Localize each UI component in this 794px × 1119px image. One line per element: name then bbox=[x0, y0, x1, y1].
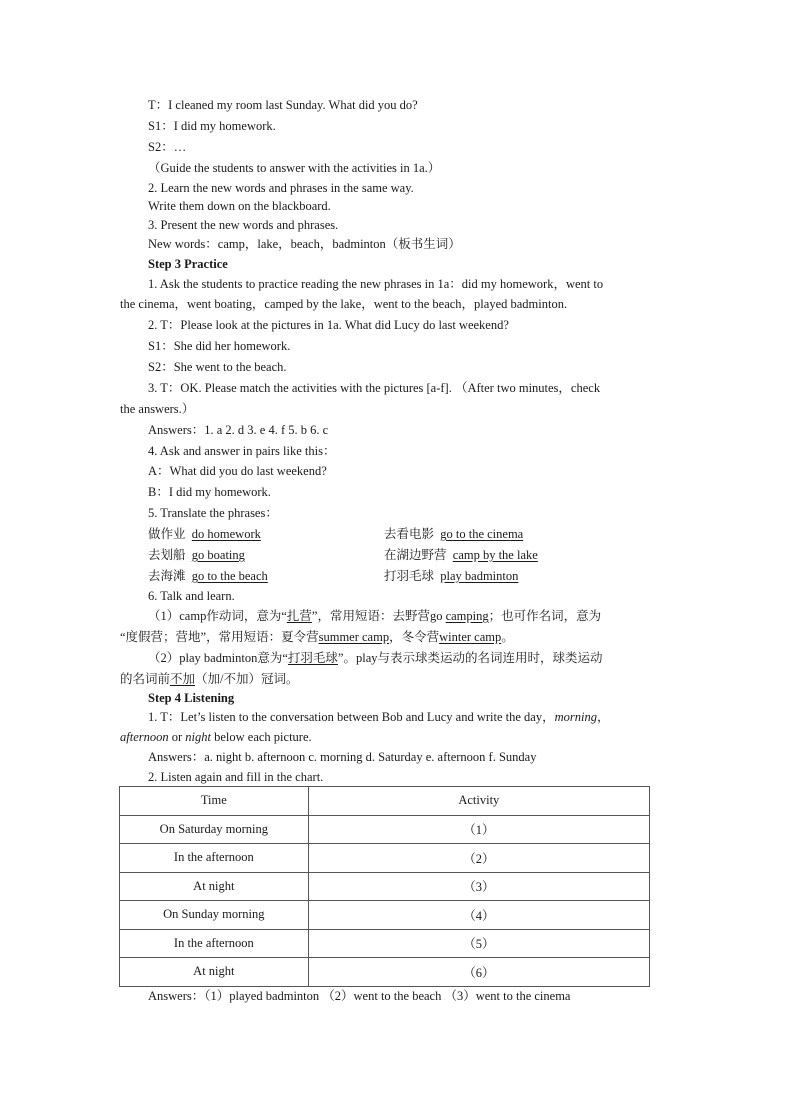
table-row bbox=[120, 901, 650, 930]
table-row bbox=[120, 929, 650, 958]
step-item-write: Write them down on the blackboard. bbox=[148, 199, 331, 213]
translation-cn: 打羽毛球 bbox=[384, 569, 435, 583]
translation-en: go to the beach bbox=[191, 569, 268, 583]
note-text: （2）play badminton意为“ bbox=[148, 651, 288, 665]
chart-activity-cell: （4） bbox=[308, 901, 649, 930]
practice-item-1a: 1. Ask the students to practice reading the new phrases in 1a：did my homework，went to bbox=[148, 277, 604, 291]
note-badminton-line1 bbox=[148, 650, 603, 666]
dialog-line-teacher: T：I cleaned my room last Sunday. What did you do? bbox=[148, 98, 418, 112]
table-row bbox=[120, 844, 650, 873]
chart-activity-cell: （1） bbox=[308, 815, 649, 844]
listening-item-1a bbox=[148, 709, 610, 725]
activity-chart bbox=[119, 786, 650, 987]
translation-cn: 在湖边野营 bbox=[384, 548, 447, 562]
note-text: ，冬令营 bbox=[389, 630, 440, 644]
practice-item-5: 5. Translate the phrases： bbox=[148, 506, 278, 520]
translation-item bbox=[384, 547, 538, 563]
listen-italic: night bbox=[185, 730, 211, 744]
chart-answers: Answers：（1）played badminton （2）went to the beach （3）went to the cinema bbox=[148, 989, 571, 1003]
dialog-line-s1: S1：I did my homework. bbox=[148, 119, 276, 133]
translation-item bbox=[148, 526, 261, 542]
note-text: “度假营；营地”，常用短语：夏令营 bbox=[120, 630, 319, 644]
practice-item-2: 2. T：Please look at the pictures in 1a. What did Lucy do last weekend? bbox=[148, 318, 509, 332]
chart-activity-cell: （3） bbox=[308, 872, 649, 901]
chart-time-cell: On Saturday morning bbox=[120, 815, 309, 844]
practice-item-1b: the cinema，went boating，camped by the lake，went to the beach，played badminton. bbox=[120, 297, 568, 311]
practice-dialog-s2: S2：She went to the beach. bbox=[148, 360, 287, 374]
practice-item-3b: the answers.） bbox=[120, 402, 195, 416]
table-row bbox=[120, 958, 650, 987]
listen-text: ， bbox=[597, 710, 610, 724]
note-text: （1）camp作动词，意为“ bbox=[148, 609, 287, 623]
step-item-present: 3. Present the new words and phrases. bbox=[148, 218, 339, 232]
table-row bbox=[120, 815, 650, 844]
listening-answers: Answers：a. night b. afternoon c. morning d. Saturday e. afternoon f. Sunday bbox=[148, 750, 537, 764]
chart-header-time: Time bbox=[120, 787, 309, 816]
chart-header-row bbox=[120, 787, 650, 816]
listen-text: below each picture. bbox=[210, 730, 312, 744]
translation-en: go to the cinema bbox=[440, 527, 524, 541]
note-camp-line2 bbox=[120, 629, 514, 645]
note-text: 的名词前 bbox=[120, 672, 171, 686]
listen-italic: afternoon bbox=[120, 730, 169, 744]
chart-time-cell: At night bbox=[120, 872, 309, 901]
chart-time-cell: On Sunday morning bbox=[120, 901, 309, 930]
note-text: ”，常用短语：去野营go bbox=[311, 609, 446, 623]
note-blank: 扎营 bbox=[286, 609, 312, 623]
chart-time-cell: In the afternoon bbox=[120, 929, 309, 958]
step4-heading: Step 4 Listening bbox=[148, 691, 235, 705]
listen-text: or bbox=[168, 730, 186, 744]
note-blank: 打羽毛球 bbox=[287, 651, 338, 665]
listening-item-1b bbox=[120, 729, 312, 745]
translation-cn: 去看电影 bbox=[384, 527, 435, 541]
practice-item-6: 6. Talk and learn. bbox=[148, 589, 235, 603]
guide-note: （Guide the students to answer with the activities in 1a.） bbox=[148, 161, 441, 175]
translation-en: go boating bbox=[191, 548, 245, 562]
note-text: ”。play与表示球类运动的名词连用时，球类运动 bbox=[337, 651, 603, 665]
translation-cn: 去海滩 bbox=[148, 569, 186, 583]
chart-time-cell: In the afternoon bbox=[120, 844, 309, 873]
translation-item bbox=[148, 568, 268, 584]
table-row bbox=[120, 872, 650, 901]
step-item-learn: 2. Learn the new words and phrases in the same way. bbox=[148, 181, 414, 195]
translation-cn: 去划船 bbox=[148, 548, 186, 562]
chart-activity-cell: （5） bbox=[308, 929, 649, 958]
note-text: ；也可作名词，意为 bbox=[488, 609, 602, 623]
listen-text: 1. T：Let’s listen to the conversation between Bob and Lucy and write the day， bbox=[148, 710, 555, 724]
pair-dialog-a: A：What did you do last weekend? bbox=[148, 464, 327, 478]
note-blank: winter camp bbox=[439, 630, 502, 644]
match-answers: Answers：1. a 2. d 3. e 4. f 5. b 6. c bbox=[148, 423, 329, 437]
chart-time-cell: At night bbox=[120, 958, 309, 987]
new-words-line: New words：camp，lake，beach，badminton（板书生词） bbox=[148, 237, 461, 251]
dialog-line-s2: S2：… bbox=[148, 140, 187, 154]
practice-item-3a: 3. T：OK. Please match the activities with the pictures [a-f]. （After two minutes，check bbox=[148, 381, 601, 395]
chart-header-activity: Activity bbox=[308, 787, 649, 816]
note-camp-line1 bbox=[148, 608, 601, 624]
note-blank: 不加 bbox=[170, 672, 196, 686]
step3-heading: Step 3 Practice bbox=[148, 257, 228, 271]
translation-item bbox=[384, 526, 523, 542]
translation-en: camp by the lake bbox=[452, 548, 538, 562]
note-text: （加/不加）冠词。 bbox=[195, 672, 299, 686]
note-badminton-line2 bbox=[120, 671, 299, 687]
note-text: 。 bbox=[501, 630, 514, 644]
translation-en: play badminton bbox=[440, 569, 519, 583]
note-blank: summer camp bbox=[318, 630, 390, 644]
note-blank: camping bbox=[445, 609, 489, 623]
translation-item bbox=[384, 568, 518, 584]
chart-activity-cell: （2） bbox=[308, 844, 649, 873]
translation-item bbox=[148, 547, 245, 563]
practice-item-4: 4. Ask and answer in pairs like this： bbox=[148, 444, 336, 458]
translation-en: do homework bbox=[191, 527, 261, 541]
chart-activity-cell: （6） bbox=[308, 958, 649, 987]
practice-dialog-s1: S1：She did her homework. bbox=[148, 339, 291, 353]
listen-italic: morning bbox=[554, 710, 597, 724]
pair-dialog-b: B：I did my homework. bbox=[148, 485, 271, 499]
translation-cn: 做作业 bbox=[148, 527, 186, 541]
listening-item-2: 2. Listen again and fill in the chart. bbox=[148, 770, 324, 784]
